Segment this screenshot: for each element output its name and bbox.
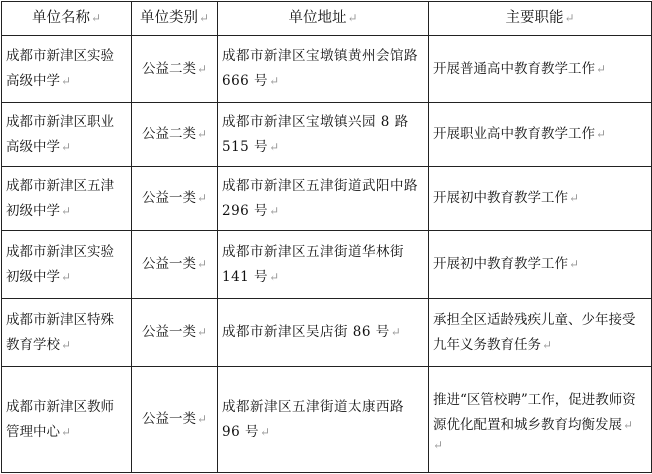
unit-address-cell: 成都市新津区五津街道华林街 141 号↵ xyxy=(218,231,429,299)
unit-function-cell: 推进“区管校聘”工作，促进教师资源优化配置和城乡教育均衡发展↵ ↵ xyxy=(429,367,652,473)
unit-name-cell: 成都市新津区实验初级中学↵ xyxy=(2,231,132,299)
table-row xyxy=(2,367,652,473)
unit-name-cell: 成都市新津区五津初级中学↵ xyxy=(2,167,132,231)
unit-address-cell: 成都市新津区五津街道武阳中路 296 号↵ xyxy=(218,167,429,231)
header-unit-name: 单位名称↵ xyxy=(2,2,132,36)
unit-type-cell: 公益二类↵ xyxy=(132,36,218,103)
unit-name-cell: 成都市新津区教师管理中心↵ xyxy=(2,367,132,473)
unit-type-cell: 公益一类↵ xyxy=(132,367,218,473)
unit-address-cell: 成都新津区五津街道太康西路 96 号↵ xyxy=(218,367,429,473)
unit-address-cell: 成都市新津区宝墩镇黄州会馆路 666 号↵ xyxy=(218,36,429,103)
unit-function-cell: 开展初中教育教学工作↵ xyxy=(429,167,652,231)
unit-type-cell: 公益一类↵ xyxy=(132,299,218,367)
header-unit-type: 单位类别↵ xyxy=(132,2,218,36)
table-row xyxy=(2,167,652,231)
unit-type-cell: 公益一类↵ xyxy=(132,167,218,231)
unit-name-cell: 成都市新津区职业高级中学↵ xyxy=(2,103,132,167)
unit-name-cell: 成都市新津区实验高级中学↵ xyxy=(2,36,132,103)
table-header-row xyxy=(2,2,652,36)
unit-type-cell: 公益二类↵ xyxy=(132,103,218,167)
unit-type-cell: 公益一类↵ xyxy=(132,231,218,299)
table-row xyxy=(2,103,652,167)
table-row xyxy=(2,36,652,103)
paragraph-mark: ↵ xyxy=(433,437,444,452)
unit-function-cell: 开展初中教育教学工作↵ xyxy=(429,231,652,299)
unit-address-cell: 成都市新津区吴店街 86 号↵ xyxy=(218,299,429,367)
unit-name-cell: 成都市新津区特殊教育学校↵ xyxy=(2,299,132,367)
table-row xyxy=(2,299,652,367)
header-unit-address: 单位地址↵ xyxy=(218,2,429,36)
table-row xyxy=(2,231,652,299)
institutions-table xyxy=(1,1,652,473)
unit-function-cell: 开展普通高中教育教学工作↵ xyxy=(429,36,652,103)
unit-function-cell: 开展职业高中教育教学工作↵ xyxy=(429,103,652,167)
header-main-function: 主要职能↵ xyxy=(429,2,652,36)
unit-address-cell: 成都市新津区宝墩镇兴园 8 路 515 号↵ xyxy=(218,103,429,167)
unit-function-cell: 承担全区适龄残疾儿童、少年接受九年义务教育任务↵ xyxy=(429,299,652,367)
